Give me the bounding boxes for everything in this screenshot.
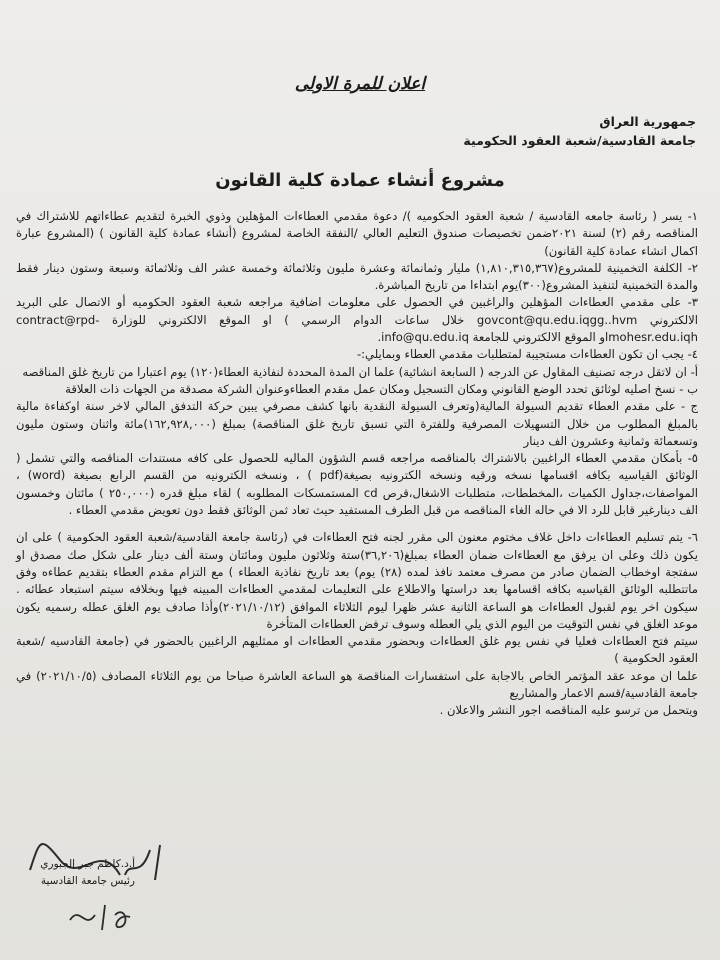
paragraph-4b: ب - نسخ اصليه لوثائق تحدد الوضع القانوني ومكان التسجيل ومكان عمل مقدم العطاءوعنوان الشركة مصدقة من الجهات ذات العلاقة bbox=[65, 381, 698, 396]
header-department: جامعة القادسية/شعبة العقود الحكومية bbox=[463, 133, 696, 148]
paragraph-1: ١- يسر ( رئاسة جامعه القادسية / شعبة العقود الحكوميه )/ دعوة مقدمي العطاءات المؤهلين وذوي الخبرة لتقديم عطاءاتهم للاشتراك في المناقصه رقم (٢) لسنة ٢٠٢١ضمن تخصيصات صندوق التعليم العالي /النفقة الخاصة لمشروع (أنشاء عمادة كلية القانون ) (المشروع عبارة اكمال انشاء عمادة كلية القانون) bbox=[16, 209, 698, 258]
paragraph-5: ٥- بأمكان مقدمي العطاء الراغبين بالاشتراك بالمناقصه مراجعه قسم الشؤون الماليه للحصول على كافه مستندات المناقصه والتي تشمل ( الوثائق القياسيه بكافه اقسامها نسخه ورقيه ونسخه الكترونيه بصيغة(pdf ) ، ونسخه الكترونيه من القسم الرابع بصيغة (word) ، المواصفات،جداول الكميات ،المخططات، متطلبات الاشغال،قرص cd المستمسكات المطلوبه ) لقاء مبلغ قدره (٢٥٠,٠٠٠ ) مائتان وخمسون الف دينارغير قابل للرد الا في حاله الغاء المناقصه من قبل الطرف المستفيد حيث تعاد ثمن الوثائق فقط دون تعويض مقدمي العطاء . bbox=[16, 451, 698, 518]
paragraph-opening: سيتم فتح العطاءات فعليا في نفس يوم غلق العطاءات وبحضور مقدمي العطاءات او ممثليهم الراغبين بالحضور في (جامعة القادسيه /شعبة العقود الحكومية ) bbox=[16, 634, 698, 666]
paragraph-4c: ج - على مقدم العطاء تقديم السيولة المالية(وتعرف السيولة النقدية بانها كشف مصرفي يبين حركة التدفق المالي لاخر سنة اوكفاءة مالية بالمبلغ المطلوب من خلال التسهيلات المصرفية وللفترة التي تسبق تاريخ غلق المناقصة) بمبلغ (١٦٢,٩٢٨,٠٠٠)مائة واثنان وستون مليون وتسعمائة وثمانية وعشرون الف دينار bbox=[16, 399, 698, 448]
paragraph-2: ٢- الكلفة التخمينية للمشروع(١,٨١٠,٣١٥,٣٦٧) مليار وثمانمائة وعشرة مليون وثلاثمائة وخمسة عشر الف وثلاثمائة وسبعة وستون دينار فقط والمدة التخمينية لتنفيذ المشروع(٣٠٠)يوم ابتداءا من تاريخ المباشرة. bbox=[16, 260, 698, 293]
signatory-name: أ.د.كاظم جبر الجبوري bbox=[40, 858, 135, 870]
paragraph-conference: علما ان موعد عقد المؤتمر الخاص بالاجابة على استفسارات المناقصة هو الساعة العاشرة صباحا من يوم الثلاثاء المصادف (٢٠٢١/١٠/٥) في جامعة القادسية/قسم الاعمار والمشاريع bbox=[16, 668, 698, 701]
paragraph-3: ٣- على مقدمي العطاءات المؤهلين والراغبين في الحصول على معلومات اضافية مراجعه شعبة العقود الحكوميه أو الاتصال على البريد الالكتروني govcont@qu.edu.iqgg..hvm خلال ساعات الدوام الرسمي ) او الموقع الالكتروني للوزارة contract@rpd-mohesr.edu.iqhاو الموقع الالكتروني للجامعة info@qu.edu.iq. bbox=[16, 295, 698, 345]
announcement-title: اعلان للمرة الاولى bbox=[294, 74, 426, 94]
announcement-body bbox=[16, 208, 698, 720]
paragraph-4a: أ- ان لاتقل درجه تصنيف المقاول عن الدرجه ( السابعة انشائية) علما ان المدة المحددة لنفاذية العطاء(١٢٠) يوم اعتبارا من تاريخ غلق المناقصه bbox=[22, 364, 698, 379]
handwritten-note bbox=[60, 895, 150, 935]
project-title: مشروع أنشاء عمادة كلية القانون bbox=[215, 170, 505, 191]
paragraph-6: ٦- يتم تسليم العطاءات داخل غلاف مختوم معنون الى مقرر لجنه فتح العطاءات في (رئاسة جامعة القادسية/شعبة العقود الحكومية ) على ان يكون ذلك وعلى ان يرفق مع العطاءات ضمان العطاء بمبلغ(٣٦,٢٠٦)ستة وثلاثون مليون ومائتان وستة ألف دينار على شكل صك مصدق او سفتجة اوخطاب الضمان صادر من مصرف معتمد نافذ لمده (٢٨) يوم) بعد تاريخ نفاذية العطاء ) مع التزام مقدم العطاء بتقديم عطاءه وفق ماتتطلبه الوثائق القياسيه بكافه اقسامها بعد دراستها والاطلاع على التعليمات لمقدمي العطاءات المبينه فيها وبخلافه سيتم استبعاد عطائه . سيكون اخر يوم لقبول العطاءات هو الساعة الثانية عشر ظهرا ليوم الثلاثاء الموافق (٢٠٢١/١٠/١٢)وأذا صادف يوم الغلق عطله رسميه يكون موعد الغلق في نفس التوقيت من اليوم الذي يلي العطله وسوف ترفض العطاءات المتأخرة bbox=[16, 530, 698, 631]
paragraph-4: ٤- يجب ان تكون العطاءات مستجيبة لمتطلبات مقدمي العطاء وبمايلي:- bbox=[356, 347, 698, 362]
signatory-title: رئيس جامعة القادسية bbox=[40, 875, 135, 887]
paragraph-fees: ويتحمل من ترسو عليه المناقصه اجور النشر والاعلان . bbox=[439, 703, 698, 718]
header-country: جمهورية العراق bbox=[599, 114, 696, 129]
